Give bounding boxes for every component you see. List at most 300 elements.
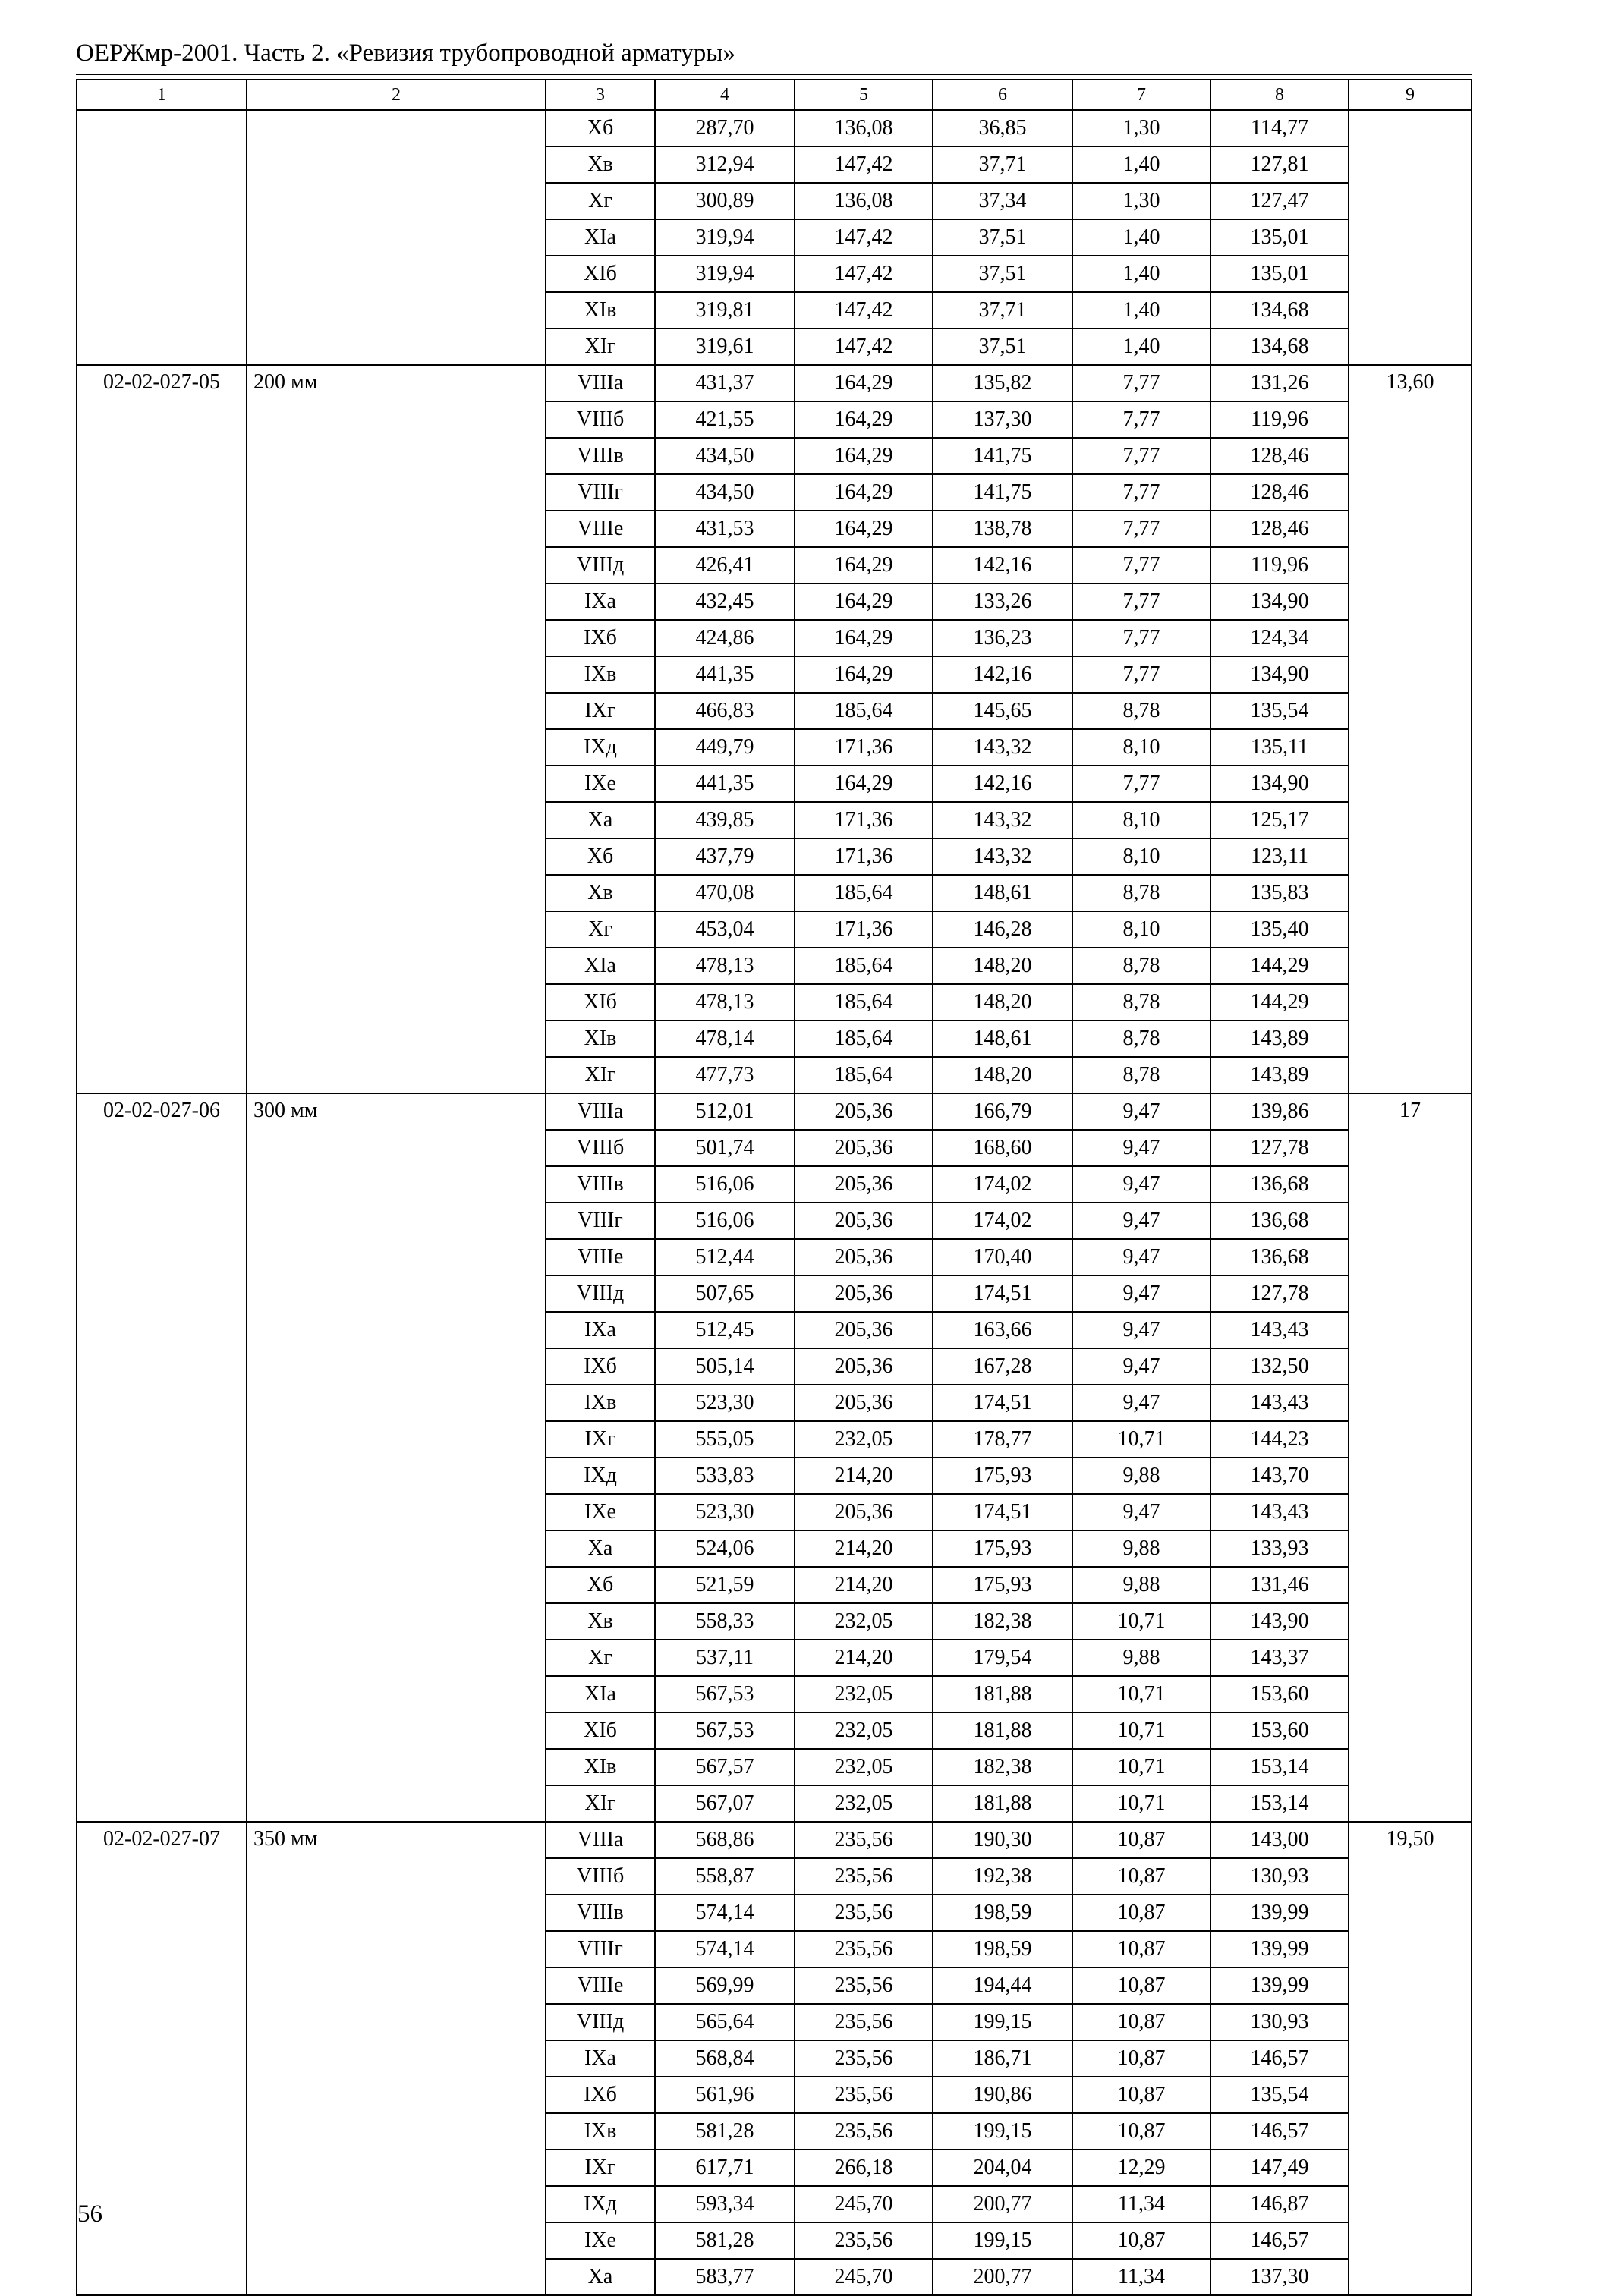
materials-cost-cell: 114,77 <box>1210 110 1349 146</box>
zone-cell: VIIIб <box>546 1858 655 1895</box>
zone-cell: VIIIг <box>546 1203 655 1239</box>
machine-cost-cell: 186,71 <box>933 2040 1072 2077</box>
total-cost-cell: 426,41 <box>655 547 795 583</box>
materials-cost-cell: 153,60 <box>1210 1676 1349 1713</box>
machinist-labor-cell: 9,88 <box>1072 1640 1210 1676</box>
machinist-labor-cell: 11,34 <box>1072 2259 1210 2295</box>
labor-cost-cell: 205,36 <box>795 1385 933 1421</box>
zone-cell: Xг <box>546 1640 655 1676</box>
machine-cost-cell: 198,59 <box>933 1895 1072 1931</box>
machine-cost-cell: 36,85 <box>933 110 1072 146</box>
labor-cost-cell: 205,36 <box>795 1203 933 1239</box>
machine-cost-cell: 190,30 <box>933 1822 1072 1858</box>
total-cost-cell: 505,14 <box>655 1348 795 1385</box>
materials-cost-cell: 143,89 <box>1210 1021 1349 1057</box>
machinist-labor-cell: 9,47 <box>1072 1130 1210 1166</box>
labor-cost-cell: 136,08 <box>795 110 933 146</box>
total-cost-cell: 561,96 <box>655 2077 795 2113</box>
machine-cost-cell: 182,38 <box>933 1603 1072 1640</box>
materials-cost-cell: 153,60 <box>1210 1713 1349 1749</box>
table-body <box>77 110 1472 2295</box>
labor-cost-cell: 235,56 <box>795 2004 933 2040</box>
machinist-labor-cell: 10,71 <box>1072 1603 1210 1640</box>
zone-cell: VIIIб <box>546 1130 655 1166</box>
machinist-labor-cell: 7,77 <box>1072 401 1210 438</box>
machine-cost-cell: 138,78 <box>933 511 1072 547</box>
machinist-labor-cell: 9,47 <box>1072 1348 1210 1385</box>
machinist-labor-cell: 10,87 <box>1072 2077 1210 2113</box>
materials-cost-cell: 143,43 <box>1210 1312 1349 1348</box>
machinist-labor-cell: 8,10 <box>1072 838 1210 875</box>
labor-cost-cell: 164,29 <box>795 511 933 547</box>
machinist-labor-cell: 8,78 <box>1072 948 1210 984</box>
zone-cell: VIIIв <box>546 1166 655 1203</box>
name-cell: 350 мм <box>247 1822 546 2295</box>
labor-cost-cell: 205,36 <box>795 1239 933 1275</box>
zone-cell: Xб <box>546 838 655 875</box>
materials-cost-cell: 143,00 <box>1210 1822 1349 1858</box>
total-cost-cell: 439,85 <box>655 802 795 838</box>
materials-cost-cell: 134,90 <box>1210 656 1349 693</box>
zone-cell: Xа <box>546 2259 655 2295</box>
labor-cost-cell: 147,42 <box>795 329 933 365</box>
machine-cost-cell: 174,02 <box>933 1166 1072 1203</box>
machine-cost-cell: 174,51 <box>933 1275 1072 1312</box>
materials-cost-cell: 144,29 <box>1210 984 1349 1021</box>
labor-cost-cell: 164,29 <box>795 656 933 693</box>
materials-cost-cell: 128,46 <box>1210 474 1349 511</box>
machine-cost-cell: 142,16 <box>933 547 1072 583</box>
materials-cost-cell: 127,78 <box>1210 1275 1349 1312</box>
zone-cell: IXд <box>546 729 655 766</box>
machinist-labor-cell: 10,87 <box>1072 1967 1210 2004</box>
labor-cost-cell: 235,56 <box>795 1895 933 1931</box>
machinist-labor-cell: 8,10 <box>1072 729 1210 766</box>
machinist-labor-cell: 7,77 <box>1072 365 1210 401</box>
labor-cost-cell: 185,64 <box>795 875 933 911</box>
materials-cost-cell: 143,89 <box>1210 1057 1349 1093</box>
machine-cost-cell: 163,66 <box>933 1312 1072 1348</box>
materials-cost-cell: 127,78 <box>1210 1130 1349 1166</box>
machinist-labor-cell: 9,47 <box>1072 1166 1210 1203</box>
machine-cost-cell: 167,28 <box>933 1348 1072 1385</box>
labor-cost-cell: 214,20 <box>795 1567 933 1603</box>
total-cost-cell: 523,30 <box>655 1385 795 1421</box>
materials-cost-cell: 134,90 <box>1210 583 1349 620</box>
materials-cost-cell: 134,68 <box>1210 329 1349 365</box>
materials-cost-cell: 135,11 <box>1210 729 1349 766</box>
total-cost-cell: 441,35 <box>655 656 795 693</box>
zone-cell: VIIIв <box>546 1895 655 1931</box>
labor-cost-cell: 205,36 <box>795 1166 933 1203</box>
zone-cell: VIIIд <box>546 1275 655 1312</box>
total-cost-cell: 581,28 <box>655 2113 795 2150</box>
machinist-labor-cell: 9,88 <box>1072 1567 1210 1603</box>
labor-cost-cell: 164,29 <box>795 474 933 511</box>
zone-cell: Xг <box>546 911 655 948</box>
labor-norm-cell: 17 <box>1349 1093 1472 1822</box>
materials-cost-cell: 135,83 <box>1210 875 1349 911</box>
materials-cost-cell: 127,81 <box>1210 146 1349 183</box>
total-cost-cell: 466,83 <box>655 693 795 729</box>
machinist-labor-cell: 10,87 <box>1072 1895 1210 1931</box>
machine-cost-cell: 174,02 <box>933 1203 1072 1239</box>
materials-cost-cell: 136,68 <box>1210 1239 1349 1275</box>
machinist-labor-cell: 10,71 <box>1072 1713 1210 1749</box>
machine-cost-cell: 181,88 <box>933 1785 1072 1822</box>
total-cost-cell: 583,77 <box>655 2259 795 2295</box>
total-cost-cell: 434,50 <box>655 438 795 474</box>
labor-cost-cell: 136,08 <box>795 183 933 219</box>
machine-cost-cell: 199,15 <box>933 2222 1072 2259</box>
machine-cost-cell: 37,34 <box>933 183 1072 219</box>
labor-cost-cell: 185,64 <box>795 948 933 984</box>
materials-cost-cell: 124,34 <box>1210 620 1349 656</box>
machinist-labor-cell: 9,47 <box>1072 1093 1210 1130</box>
total-cost-cell: 574,14 <box>655 1931 795 1967</box>
labor-cost-cell: 245,70 <box>795 2259 933 2295</box>
machinist-labor-cell: 9,47 <box>1072 1494 1210 1530</box>
total-cost-cell: 507,65 <box>655 1275 795 1312</box>
zone-cell: XIг <box>546 1785 655 1822</box>
machinist-labor-cell: 8,78 <box>1072 875 1210 911</box>
total-cost-cell: 477,73 <box>655 1057 795 1093</box>
machine-cost-cell: 170,40 <box>933 1239 1072 1275</box>
header-rule <box>76 74 1472 75</box>
machinist-labor-cell: 9,88 <box>1072 1530 1210 1567</box>
total-cost-cell: 432,45 <box>655 583 795 620</box>
zone-cell: XIв <box>546 292 655 329</box>
machinist-labor-cell: 1,40 <box>1072 256 1210 292</box>
machine-cost-cell: 37,71 <box>933 292 1072 329</box>
total-cost-cell: 537,11 <box>655 1640 795 1676</box>
zone-cell: Xв <box>546 1603 655 1640</box>
zone-cell: IXб <box>546 2077 655 2113</box>
labor-cost-cell: 164,29 <box>795 401 933 438</box>
materials-cost-cell: 136,68 <box>1210 1166 1349 1203</box>
total-cost-cell: 441,35 <box>655 766 795 802</box>
code-cell: 02-02-027-06 <box>77 1093 247 1822</box>
zone-cell: VIIIг <box>546 474 655 511</box>
labor-cost-cell: 235,56 <box>795 2040 933 2077</box>
labor-cost-cell: 164,29 <box>795 583 933 620</box>
materials-cost-cell: 133,93 <box>1210 1530 1349 1567</box>
total-cost-cell: 501,74 <box>655 1130 795 1166</box>
labor-cost-cell: 205,36 <box>795 1130 933 1166</box>
total-cost-cell: 319,94 <box>655 219 795 256</box>
machine-cost-cell: 141,75 <box>933 474 1072 511</box>
materials-cost-cell: 139,99 <box>1210 1967 1349 2004</box>
code-cell: 02-02-027-07 <box>77 1822 247 2295</box>
total-cost-cell: 319,81 <box>655 292 795 329</box>
materials-cost-cell: 146,57 <box>1210 2222 1349 2259</box>
total-cost-cell: 516,06 <box>655 1166 795 1203</box>
materials-cost-cell: 143,43 <box>1210 1385 1349 1421</box>
zone-cell: IXг <box>546 1421 655 1458</box>
total-cost-cell: 516,06 <box>655 1203 795 1239</box>
zone-cell: VIIIд <box>546 547 655 583</box>
machine-cost-cell: 141,75 <box>933 438 1072 474</box>
zone-cell: VIIIв <box>546 438 655 474</box>
materials-cost-cell: 119,96 <box>1210 547 1349 583</box>
machinist-labor-cell: 7,77 <box>1072 511 1210 547</box>
machinist-labor-cell: 7,77 <box>1072 438 1210 474</box>
machine-cost-cell: 166,79 <box>933 1093 1072 1130</box>
materials-cost-cell: 135,01 <box>1210 256 1349 292</box>
total-cost-cell: 512,45 <box>655 1312 795 1348</box>
zone-cell: Xа <box>546 802 655 838</box>
machinist-labor-cell: 8,78 <box>1072 1021 1210 1057</box>
zone-cell: VIIIа <box>546 1093 655 1130</box>
total-cost-cell: 568,84 <box>655 2040 795 2077</box>
materials-cost-cell: 134,68 <box>1210 292 1349 329</box>
machine-cost-cell: 199,15 <box>933 2113 1072 2150</box>
column-number: 3 <box>546 80 655 110</box>
page-number: 56 <box>77 2200 102 2228</box>
materials-cost-cell: 153,14 <box>1210 1785 1349 1822</box>
column-number: 6 <box>933 80 1072 110</box>
total-cost-cell: 568,86 <box>655 1822 795 1858</box>
labor-cost-cell: 205,36 <box>795 1494 933 1530</box>
machine-cost-cell: 37,51 <box>933 329 1072 365</box>
labor-cost-cell: 235,56 <box>795 2222 933 2259</box>
zone-cell: IXд <box>546 2186 655 2222</box>
materials-cost-cell: 143,43 <box>1210 1494 1349 1530</box>
total-cost-cell: 431,53 <box>655 511 795 547</box>
zone-cell: IXа <box>546 2040 655 2077</box>
total-cost-cell: 434,50 <box>655 474 795 511</box>
total-cost-cell: 287,70 <box>655 110 795 146</box>
zone-cell: XIб <box>546 984 655 1021</box>
machinist-labor-cell: 8,78 <box>1072 693 1210 729</box>
code-cell <box>77 110 247 365</box>
zone-cell: IXв <box>546 1385 655 1421</box>
zone-cell: IXа <box>546 583 655 620</box>
machine-cost-cell: 148,20 <box>933 1057 1072 1093</box>
materials-cost-cell: 136,68 <box>1210 1203 1349 1239</box>
machinist-labor-cell: 8,78 <box>1072 984 1210 1021</box>
machinist-labor-cell: 9,47 <box>1072 1312 1210 1348</box>
machinist-labor-cell: 9,47 <box>1072 1203 1210 1239</box>
total-cost-cell: 449,79 <box>655 729 795 766</box>
materials-cost-cell: 131,46 <box>1210 1567 1349 1603</box>
column-number: 4 <box>655 80 795 110</box>
column-number: 2 <box>247 80 546 110</box>
total-cost-cell: 524,06 <box>655 1530 795 1567</box>
zone-cell: VIIIе <box>546 1967 655 2004</box>
total-cost-cell: 593,34 <box>655 2186 795 2222</box>
code-cell: 02-02-027-05 <box>77 365 247 1093</box>
machinist-labor-cell: 7,77 <box>1072 766 1210 802</box>
machine-cost-cell: 175,93 <box>933 1567 1072 1603</box>
machine-cost-cell: 137,30 <box>933 401 1072 438</box>
labor-cost-cell: 164,29 <box>795 766 933 802</box>
materials-cost-cell: 144,29 <box>1210 948 1349 984</box>
labor-cost-cell: 147,42 <box>795 256 933 292</box>
zone-cell: VIIIа <box>546 365 655 401</box>
column-number: 9 <box>1349 80 1472 110</box>
labor-cost-cell: 171,36 <box>795 838 933 875</box>
zone-cell: IXв <box>546 656 655 693</box>
total-cost-cell: 512,44 <box>655 1239 795 1275</box>
machinist-labor-cell: 10,87 <box>1072 2040 1210 2077</box>
labor-cost-cell: 185,64 <box>795 1057 933 1093</box>
labor-cost-cell: 171,36 <box>795 729 933 766</box>
materials-cost-cell: 135,54 <box>1210 693 1349 729</box>
materials-cost-cell: 153,14 <box>1210 1749 1349 1785</box>
total-cost-cell: 565,64 <box>655 2004 795 2040</box>
zone-cell: IXг <box>546 2150 655 2186</box>
machine-cost-cell: 200,77 <box>933 2259 1072 2295</box>
materials-cost-cell: 130,93 <box>1210 1858 1349 1895</box>
labor-cost-cell: 266,18 <box>795 2150 933 2186</box>
zone-cell: IXб <box>546 620 655 656</box>
machinist-labor-cell: 10,71 <box>1072 1749 1210 1785</box>
materials-cost-cell: 128,46 <box>1210 438 1349 474</box>
machine-cost-cell: 179,54 <box>933 1640 1072 1676</box>
materials-cost-cell: 146,57 <box>1210 2040 1349 2077</box>
total-cost-cell: 567,57 <box>655 1749 795 1785</box>
zone-cell: XIа <box>546 1676 655 1713</box>
machine-cost-cell: 192,38 <box>933 1858 1072 1895</box>
zone-cell: VIIIе <box>546 511 655 547</box>
machinist-labor-cell: 8,78 <box>1072 1057 1210 1093</box>
materials-cost-cell: 144,23 <box>1210 1421 1349 1458</box>
labor-cost-cell: 147,42 <box>795 146 933 183</box>
zone-cell: XIг <box>546 1057 655 1093</box>
machine-cost-cell: 198,59 <box>933 1931 1072 1967</box>
labor-cost-cell: 214,20 <box>795 1530 933 1567</box>
machine-cost-cell: 148,20 <box>933 948 1072 984</box>
materials-cost-cell: 123,11 <box>1210 838 1349 875</box>
materials-cost-cell: 143,70 <box>1210 1458 1349 1494</box>
zone-cell: VIIIе <box>546 1239 655 1275</box>
machine-cost-cell: 143,32 <box>933 729 1072 766</box>
machinist-labor-cell: 1,40 <box>1072 329 1210 365</box>
materials-cost-cell: 147,49 <box>1210 2150 1349 2186</box>
zone-cell: XIа <box>546 948 655 984</box>
materials-cost-cell: 143,37 <box>1210 1640 1349 1676</box>
machine-cost-cell: 194,44 <box>933 1967 1072 2004</box>
materials-cost-cell: 130,93 <box>1210 2004 1349 2040</box>
machinist-labor-cell: 12,29 <box>1072 2150 1210 2186</box>
machinist-labor-cell: 1,40 <box>1072 292 1210 329</box>
zone-cell: IXб <box>546 1348 655 1385</box>
materials-cost-cell: 137,30 <box>1210 2259 1349 2295</box>
labor-cost-cell: 185,64 <box>795 984 933 1021</box>
machine-cost-cell: 148,61 <box>933 875 1072 911</box>
total-cost-cell: 453,04 <box>655 911 795 948</box>
labor-cost-cell: 245,70 <box>795 2186 933 2222</box>
materials-cost-cell: 139,86 <box>1210 1093 1349 1130</box>
zone-cell: VIIIа <box>546 1822 655 1858</box>
zone-cell: IXв <box>546 2113 655 2150</box>
labor-cost-cell: 232,05 <box>795 1713 933 1749</box>
machine-cost-cell: 145,65 <box>933 693 1072 729</box>
total-cost-cell: 478,13 <box>655 948 795 984</box>
machinist-labor-cell: 7,77 <box>1072 547 1210 583</box>
total-cost-cell: 478,13 <box>655 984 795 1021</box>
labor-cost-cell: 235,56 <box>795 1822 933 1858</box>
machine-cost-cell: 175,93 <box>933 1530 1072 1567</box>
labor-cost-cell: 235,56 <box>795 1858 933 1895</box>
zone-cell: Xв <box>546 875 655 911</box>
machinist-labor-cell: 10,87 <box>1072 1858 1210 1895</box>
labor-norm-cell: 13,60 <box>1349 365 1472 1093</box>
column-number: 8 <box>1210 80 1349 110</box>
materials-cost-cell: 127,47 <box>1210 183 1349 219</box>
zone-cell: XIб <box>546 1713 655 1749</box>
materials-cost-cell: 146,57 <box>1210 2113 1349 2150</box>
machinist-labor-cell: 1,40 <box>1072 219 1210 256</box>
column-number: 1 <box>77 80 247 110</box>
total-cost-cell: 523,30 <box>655 1494 795 1530</box>
machine-cost-cell: 200,77 <box>933 2186 1072 2222</box>
labor-cost-cell: 147,42 <box>795 219 933 256</box>
table-row <box>77 110 1472 146</box>
zone-cell: IXе <box>546 1494 655 1530</box>
machinist-labor-cell: 10,87 <box>1072 2004 1210 2040</box>
machine-cost-cell: 37,71 <box>933 146 1072 183</box>
labor-norm-cell <box>1349 110 1472 365</box>
machinist-labor-cell: 11,34 <box>1072 2186 1210 2222</box>
labor-cost-cell: 185,64 <box>795 1021 933 1057</box>
machinist-labor-cell: 7,77 <box>1072 620 1210 656</box>
zone-cell: XIа <box>546 219 655 256</box>
machine-cost-cell: 143,32 <box>933 838 1072 875</box>
total-cost-cell: 567,07 <box>655 1785 795 1822</box>
machine-cost-cell: 181,88 <box>933 1676 1072 1713</box>
labor-cost-cell: 185,64 <box>795 693 933 729</box>
labor-cost-cell: 171,36 <box>795 802 933 838</box>
zone-cell: Xб <box>546 110 655 146</box>
machine-cost-cell: 175,93 <box>933 1458 1072 1494</box>
machinist-labor-cell: 7,77 <box>1072 583 1210 620</box>
zone-cell: IXе <box>546 766 655 802</box>
machinist-labor-cell: 10,87 <box>1072 1931 1210 1967</box>
total-cost-cell: 424,86 <box>655 620 795 656</box>
running-header: ОЕРЖмр-2001. Часть 2. «Ревизия трубопроводной арматуры» <box>76 39 735 67</box>
table-row <box>77 1093 1472 1130</box>
table-row <box>77 365 1472 401</box>
zone-cell: Xб <box>546 1567 655 1603</box>
machinist-labor-cell: 1,30 <box>1072 183 1210 219</box>
machine-cost-cell: 146,28 <box>933 911 1072 948</box>
labor-cost-cell: 235,56 <box>795 2113 933 2150</box>
labor-cost-cell: 235,56 <box>795 2077 933 2113</box>
materials-cost-cell: 131,26 <box>1210 365 1349 401</box>
machine-cost-cell: 199,15 <box>933 2004 1072 2040</box>
zone-cell: VIIIб <box>546 401 655 438</box>
column-number: 7 <box>1072 80 1210 110</box>
machine-cost-cell: 148,61 <box>933 1021 1072 1057</box>
materials-cost-cell: 119,96 <box>1210 401 1349 438</box>
machine-cost-cell: 37,51 <box>933 219 1072 256</box>
materials-cost-cell: 128,46 <box>1210 511 1349 547</box>
machine-cost-cell: 178,77 <box>933 1421 1072 1458</box>
labor-cost-cell: 232,05 <box>795 1421 933 1458</box>
total-cost-cell: 437,79 <box>655 838 795 875</box>
machine-cost-cell: 37,51 <box>933 256 1072 292</box>
zone-cell: XIв <box>546 1021 655 1057</box>
zone-cell: IXг <box>546 693 655 729</box>
labor-cost-cell: 164,29 <box>795 547 933 583</box>
total-cost-cell: 319,94 <box>655 256 795 292</box>
machinist-labor-cell: 1,40 <box>1072 146 1210 183</box>
labor-cost-cell: 235,56 <box>795 1931 933 1967</box>
machine-cost-cell: 190,86 <box>933 2077 1072 2113</box>
machinist-labor-cell: 10,87 <box>1072 2113 1210 2150</box>
